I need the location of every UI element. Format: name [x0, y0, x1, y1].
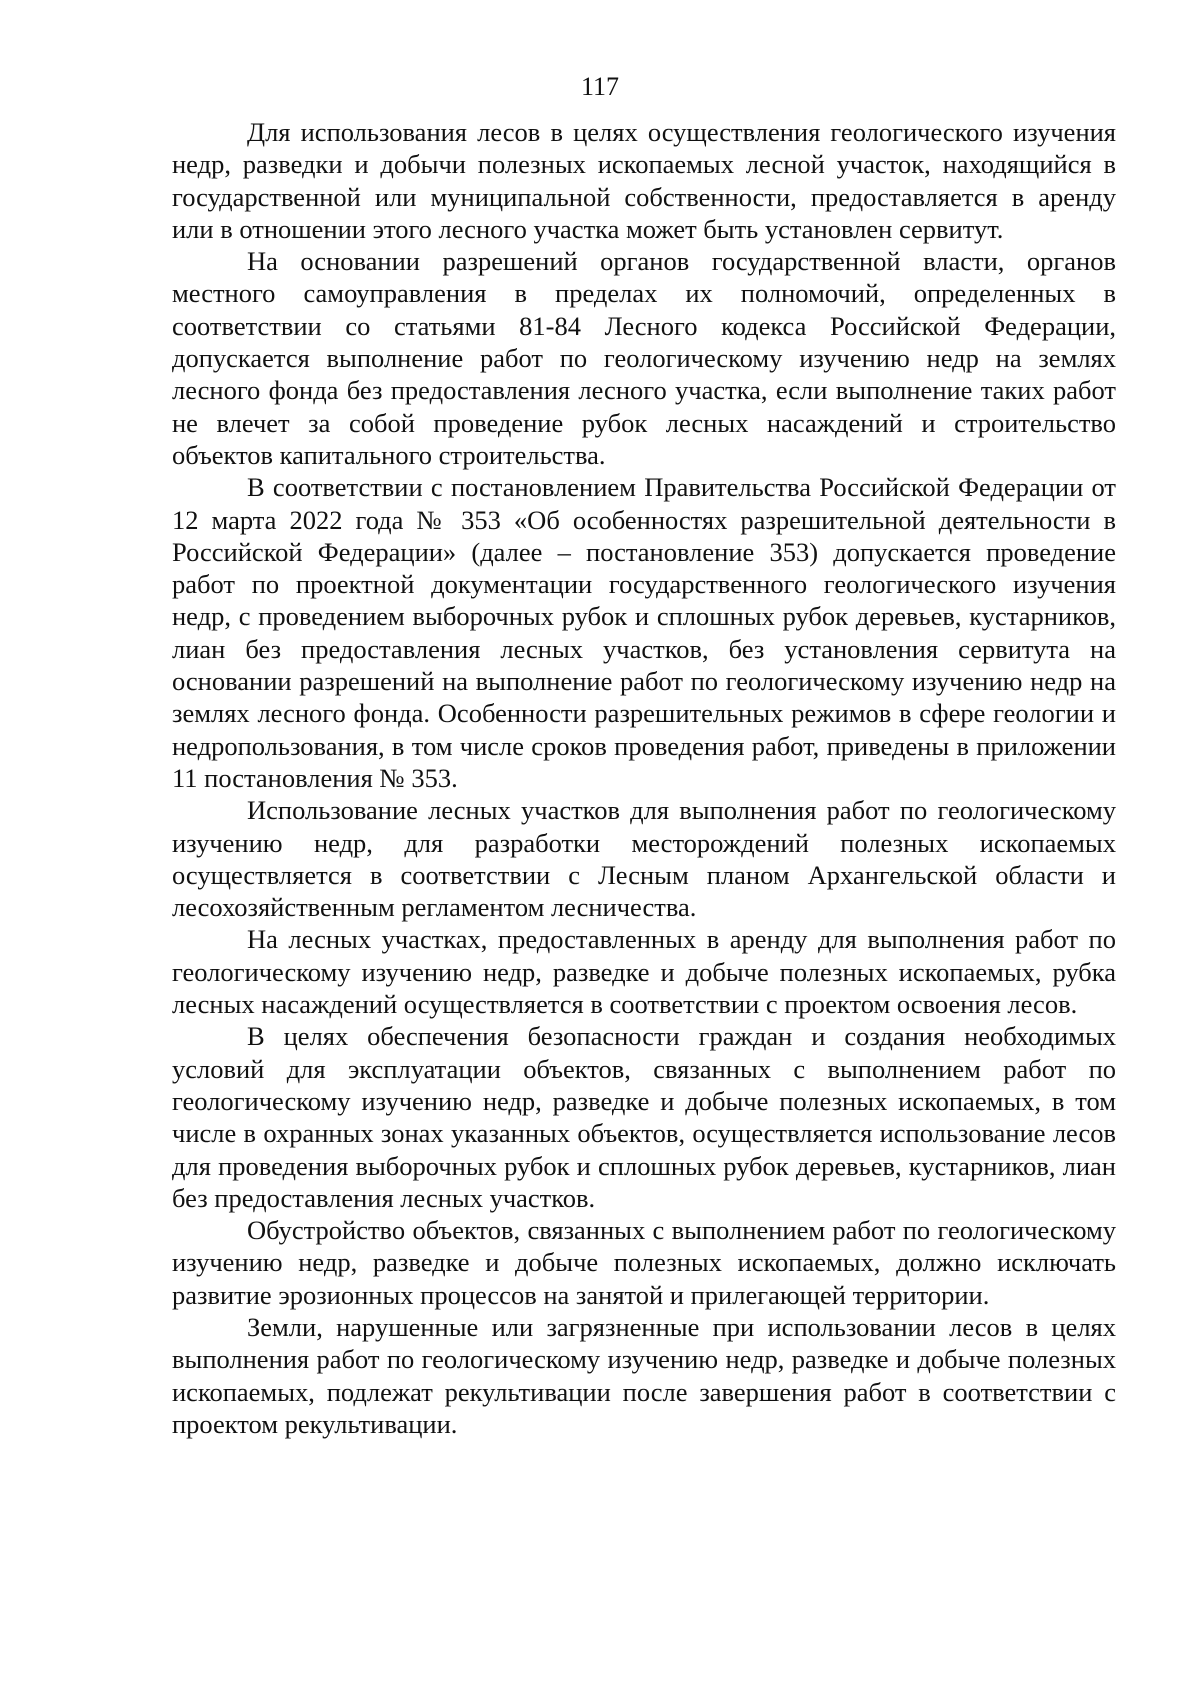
paragraph: В целях обеспечения безопасности граждан и создания необходимых условий для эксплуатации объектов, связанных с выполнением работ по геологическому изучению недр, разведке и добыче полезных ископаемых, в том числе в охранных зонах указанных объектов, осуществляется использование лесов для проведения выборочных рубок и сплошных рубок деревьев, кустарников, лиан без предоставления лесных участков. [172, 1021, 1116, 1213]
paragraph: Земли, нарушенные или загрязненные при использовании лесов в целях выполнения работ по геологическому изучению недр, разведке и добыче полезных ископаемых, подлежат рекультивации после завершения работ в соответствии с проектом рекультивации. [172, 1311, 1116, 1439]
paragraph: Использование лесных участков для выполнения работ по геологическому изучению недр, для разработки месторождений полезных ископаемых осуществляется в соответствии с Лесным планом Архангельской области и лесохозяйственным регламентом лесничества. [172, 795, 1116, 923]
paragraph: На лесных участках, предоставленных в аренду для выполнения работ по геологическому изучению недр, разведке и добыче полезных ископаемых, рубка лесных насаждений осуществляется в соответствии с проектом освоения лесов. [172, 924, 1116, 1020]
document-body [172, 116, 1116, 1440]
paragraph: Для использования лесов в целях осуществления геологического изучения недр, разведки и добычи полезных ископаемых лесной участок, находящийся в государственной или муниципальной собственности, предоставляется в аренду или в отношении этого лесного участка может быть установлен сервитут. [172, 117, 1116, 244]
page-number: 117 [580, 72, 620, 101]
paragraph: Обустройство объектов, связанных с выполнением работ по геологическому изучению недр, разведке и добыче полезных ископаемых, должно исключать развитие эрозионных процессов на занятой и прилегающей территории. [172, 1215, 1116, 1310]
paragraph: На основании разрешений органов государственной власти, органов местного самоуправления в пределах их полномочий, определенных в соответствии со статьями 81-84 Лесного кодекса Российской Федерации, допускается выполнение работ по геологическому изучению недр на землях лесного фонда без предоставления лесного участка, если выполнение таких работ не влечет за собой проведение рубок лесных насаждений и строительство объектов капитального строительства. [172, 246, 1116, 470]
paragraph: В соответствии с постановлением Правительства Российской Федерации от 12 марта 2022 года № 353 «Об особенностях разрешительной деятельности в Российской Федерации» (далее – постановление 353) допускается проведение работ по проектной документации государственного геологического изучения недр, с проведением выборочных рубок и сплошных рубок деревьев, кустарников, лиан без предоставления лесных участков, без установления сервитута на основании разрешений на выполнение работ по геологическому изучению недр на землях лесного фонда. Особенности разрешительных режимов в сфере геологии и недропользования, в том числе сроков проведения работ, приведены в приложении 11 постановления № 353. [172, 472, 1116, 793]
